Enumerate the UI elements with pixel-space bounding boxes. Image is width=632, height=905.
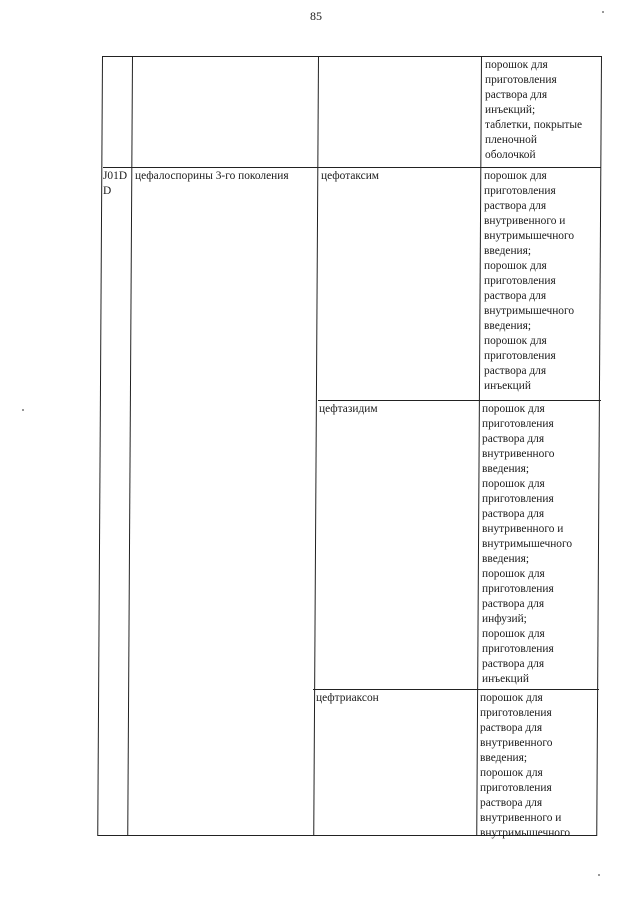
dosage-forms-cell: порошок для приготовления раствора для внутривенного и внутримышечного введения; порошок для приготовления раствора для внутримышечного введения; порошок для приготовления раствора для инъекций: [484, 170, 575, 392]
dosage-forms-cell: порошок для приготовления раствора для внутривенного введения; порошок для приготовления раствора для внутривенного и внутримышечного введения; порошок для приготовления раствора для инфузий; порошок для приготовления раствора для инъекций: [482, 403, 573, 685]
page-number: 85: [310, 9, 322, 23]
drug-name-cell: цефтриаксон: [316, 692, 379, 704]
atc-code-cell: [103, 169, 133, 199]
table-top-border: [103, 56, 601, 57]
atc-code-line2: D: [103, 185, 112, 197]
scan-speck: [602, 11, 604, 13]
group-name-cell: цефалоспорины 3-го поколения: [135, 170, 289, 182]
row-divider: [318, 400, 601, 401]
drug-name-cell: цефтазидим: [319, 403, 378, 415]
scan-speck: [22, 409, 24, 411]
dosage-forms-cell: порошок для приготовления раствора для инъекций; таблетки, покрытые пленочной оболочкой: [485, 59, 583, 161]
row-divider: [313, 689, 599, 690]
row-divider: [103, 167, 601, 168]
drug-name-cell: цефотаксим: [321, 170, 379, 182]
atc-code-line1: J01D: [103, 170, 128, 182]
dosage-forms-cell: порошок для приготовления раствора для внутривенного введения; порошок для приготовления раствора для внутривенного и внутримышечного: [480, 692, 571, 839]
scan-speck: [598, 874, 600, 876]
